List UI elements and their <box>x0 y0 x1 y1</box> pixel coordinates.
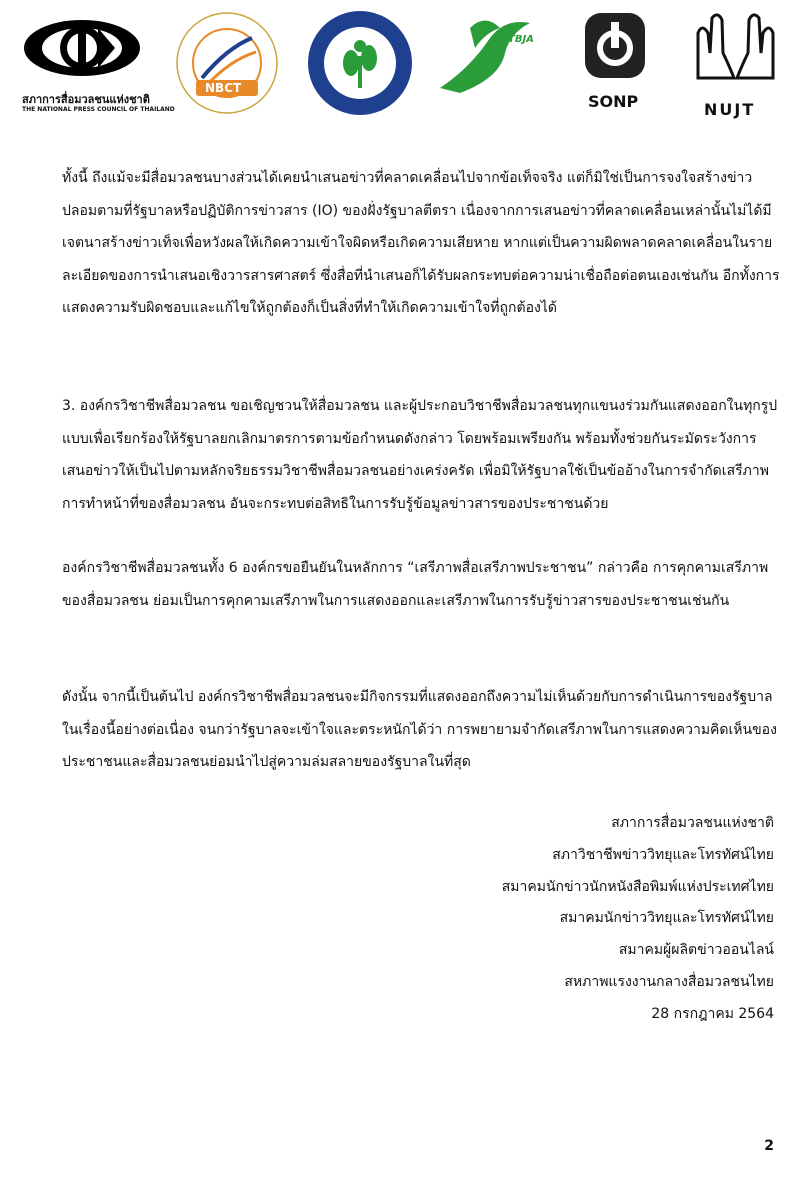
sonp-caption: SONP <box>588 92 639 111</box>
signatory: สหภาพแรงงานกลางสื่อมวลชนไทย <box>564 973 774 990</box>
nujt-caption: NUJT <box>704 100 756 119</box>
page-number: 2 <box>764 1138 774 1154</box>
tja-logo <box>305 8 415 118</box>
tbja-logo <box>430 8 550 103</box>
npct-subcaption: THE NATIONAL PRESS COUNCIL OF THAILAND <box>22 106 175 113</box>
tbja-caption: TBJA <box>508 34 534 45</box>
signatory: สภาวิชาชีพข่าววิทยุและโทรทัศน์ไทย <box>552 846 774 863</box>
paragraph-conclusion: ดังนั้น จากนี้เป็นต้นไป องค์กรวิชาชีพสื่อมวลชนจะมีกิจกรรมที่แสดงออกถึงความไม่เห็นด้วยกับการดำเนินการของรัฐบาลในเรื่องนี้อย่างต่อเนื่อง จนกว่ารัฐบาลจะเข้าใจและตระหนักได้ว่า การพยายามจำกัดเสรีภาพในการแสดงความคิดเห็นของประชาชนและสื่อมวลชนย่อมนำไปสู่ความล่มสลายของรัฐบาลในที่สุด <box>62 689 777 770</box>
nbct-caption: NBCT <box>205 81 242 95</box>
signatory: สภาการสื่อมวลชนแห่งชาติ <box>611 815 774 831</box>
statement-date: 28 กรกฎาคม 2564 <box>651 1005 774 1022</box>
paragraph-principle: องค์กรวิชาชีพสื่อมวลชนทั้ง 6 องค์กรขอยืนยันในหลักการ “เสรีภาพสื่อเสรีภาพประชาชน” กล่าวคือ การคุกคามเสรีภาพของสื่อมวลชน ย่อมเป็นการคุกคามเสรีภาพในการแสดงออกและเสรีภาพในการรับรู้ข่าวสารของประชาชนเช่นกัน <box>62 560 769 609</box>
logo-strip <box>20 8 790 123</box>
signatory: สมาคมผู้ผลิตข่าวออนไลน์ <box>618 942 774 959</box>
signatory: สมาคมนักข่าวนักหนังสือพิมพ์แห่งประเทศไทย <box>501 878 774 895</box>
nbct-logo <box>172 8 282 118</box>
nujt-logo <box>688 8 783 119</box>
signatory: สมาคมนักข่าววิทยุและโทรทัศน์ไทย <box>559 910 774 927</box>
npct-caption: สภาการสื่อมวลชนแห่งชาติ <box>22 93 150 106</box>
paragraph-io-clarification: ทั้งนี้ ถึงแม้จะมีสื่อมวลชนบางส่วนได้เคยนำเสนอข่าวที่คลาดเคลื่อนไปจากข้อเท็จจริง แต่ก็มิใช่เป็นการจงใจสร้างข่าวปลอมตามที่รัฐบาลหรือปฏิบัติการข่าวสาร (IO) ของฝั่งรัฐบาลตีตรา เนื่องจากการเสนอข่าวที่คลาดเคลื่อนเหล่านั้นไม่ได้มีเจตนาสร้างข่าวเท็จเพื่อหวังผลให้เกิดความเข้าใจผิดหรือเกิดความเสียหาย หากแต่เป็นความผิดพลาดคลาดเคลื่อนในรายละเอียดของการนำเสนอเชิงวารสารศาสตร์ ซึ่งสื่อที่นำเสนอก็ได้รับผลกระทบต่อความน่าเชื่อถือต่อตนเองเช่นกัน อีกทั้งการแสดงความรับผิดชอบและแก้ไขให้ถูกต้องก็เป็นสิ่งที่ทำให้เกิดความเข้าใจที่ถูกต้องได้ <box>62 170 780 316</box>
paragraph-call-to-action: 3. องค์กรวิชาชีพสื่อมวลชน ขอเชิญชวนให้สื่อมวลชน และผู้ประกอบวิชาชีพสื่อมวลชนทุกแขนงร่วมกันแสดงออกในทุกรูปแบบเพื่อเรียกร้องให้รัฐบาลยกเลิกมาตรการตามข้อกำหนดดังกล่าว โดยพร้อมเพรียงกัน พร้อมทั้งช่วยกันระมัดระวังการเสนอข่าวให้เป็นไปตามหลักจริยธรรมวิชาชีพสื่อมวลชนอย่างเคร่งครัด เพื่อมิให้รัฐบาลใช้เป็นข้ออ้างในการจำกัดเสรีภาพการทำหน้าที่ของสื่อมวลชน อันจะกระทบต่อสิทธิในการรับรู้ข้อมูลข่าวสารของประชาชนด้วย <box>62 398 778 512</box>
sonp-logo <box>580 8 650 111</box>
signatory-block <box>502 808 774 1031</box>
npct-logo <box>20 8 175 113</box>
